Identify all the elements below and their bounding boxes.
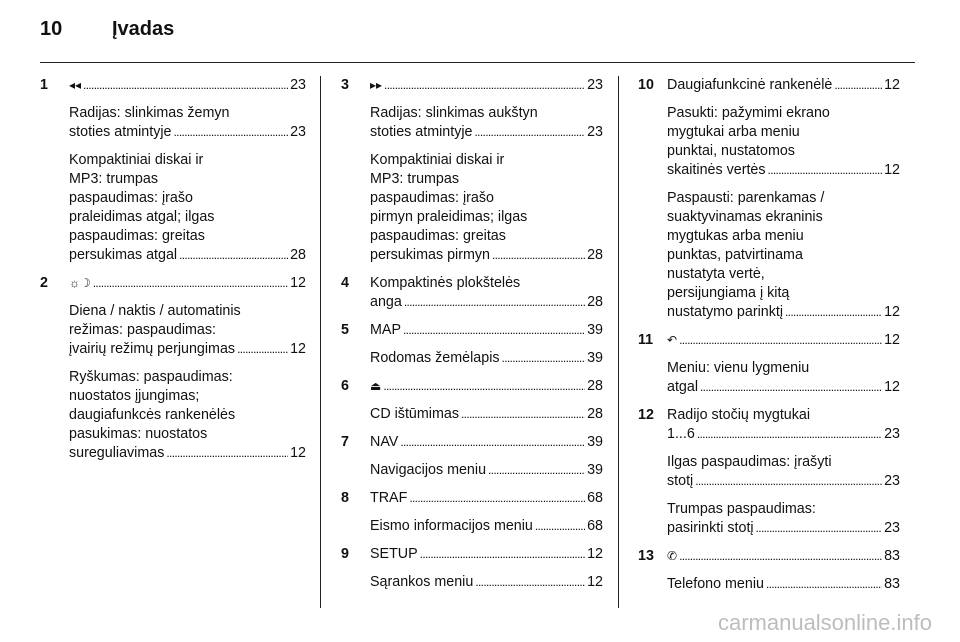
column-divider: [618, 76, 619, 608]
toc-text: skaitinės vertės: [667, 162, 766, 178]
toc-subentry: [69, 302, 306, 359]
page-ref: 39: [587, 462, 603, 478]
dot-leader: [475, 573, 585, 592]
toc-text: Navigacijos meniu: [370, 462, 487, 478]
toc-text: įvairių režimų perjungimas: [69, 341, 236, 357]
dot-leader: [384, 76, 585, 95]
dot-leader: [488, 461, 585, 480]
dot-leader: [700, 378, 882, 397]
item-number: 7: [341, 434, 349, 450]
eject-icon: ⏏: [370, 379, 382, 393]
toc-text: Kompaktiniai diskai ir: [370, 152, 505, 168]
toc-text: pasirinkti stotį: [667, 520, 754, 536]
toc-item: [638, 331, 900, 397]
page-ref: 12: [290, 445, 306, 461]
toc-text: TRAF: [370, 490, 408, 506]
toc-line: [370, 76, 603, 95]
dot-leader: [237, 340, 288, 359]
toc-text: pasukimas: nuostatos: [69, 426, 208, 442]
toc-subentry: [667, 453, 900, 491]
page-ref: 28: [290, 247, 306, 263]
toc-text: Radijas: slinkimas žemyn: [69, 105, 230, 121]
page-ref: 12: [884, 304, 900, 320]
toc-line: [370, 573, 603, 592]
page-ref: 28: [587, 378, 603, 394]
toc-line: [69, 274, 306, 293]
toc-text: MP3: trumpas: [370, 171, 459, 187]
toc-line: [667, 76, 900, 95]
toc-text: anga: [370, 294, 402, 310]
page-ref: 68: [587, 518, 603, 534]
item-number: 10: [638, 77, 654, 93]
toc-line: [667, 303, 900, 322]
watermark: carmanualsonline.info: [717, 610, 932, 635]
toc-item: [40, 274, 306, 463]
toc-subentry: [370, 151, 603, 265]
dot-leader: [475, 123, 586, 142]
toc-text: Radijas: slinkimas aukštyn: [370, 105, 538, 121]
dot-leader: [383, 377, 585, 396]
toc-subentry: [667, 189, 900, 322]
item-number: 4: [341, 275, 349, 291]
toc-text: Eismo informacijos meniu: [370, 518, 533, 534]
toc-line: [370, 433, 603, 452]
page-ref: 23: [884, 473, 900, 489]
toc-text: Meniu: vienu lygmeniu: [667, 360, 810, 376]
dot-leader: [785, 303, 882, 322]
toc-text: Kompaktiniai diskai ir: [69, 152, 204, 168]
dot-leader: [461, 405, 585, 424]
page-ref: 23: [884, 426, 900, 442]
toc-text: Rodomas žemėlapis: [370, 350, 500, 366]
toc-text: Paspausti: parenkamas /: [667, 190, 825, 206]
dot-leader: [166, 444, 288, 463]
column-2: [341, 76, 603, 601]
toc-subentry: [370, 349, 603, 368]
page-ref: 23: [587, 77, 603, 93]
column-divider: [320, 76, 321, 608]
toc-subentry: [69, 151, 306, 265]
toc-text: NAV: [370, 434, 399, 450]
dot-leader: [400, 433, 585, 452]
toc-text: nuostatos įjungimas;: [69, 388, 200, 404]
dot-leader: [179, 246, 288, 265]
page-ref: 83: [884, 576, 900, 592]
dot-leader: [756, 519, 882, 538]
toc-text: persijungiama į kitą: [667, 285, 790, 301]
toc-line: [370, 377, 603, 396]
dot-leader: [174, 123, 289, 142]
page-ref: 12: [884, 77, 900, 93]
phone-icon: ✆: [667, 549, 678, 563]
toc-subentry: [667, 104, 900, 180]
toc-text: režimas: paspaudimas:: [69, 322, 217, 338]
toc-text: praleidimas atgal; ilgas: [69, 209, 215, 225]
item-number: 6: [341, 378, 349, 394]
toc-text: paspaudimas: įrašo: [370, 190, 494, 206]
column-1: [40, 76, 306, 472]
toc-text: atgal: [667, 379, 699, 395]
toc-item: [341, 321, 603, 368]
toc-line: [667, 547, 900, 566]
toc-line: [69, 246, 306, 265]
toc-text: stoties atmintyje: [370, 124, 473, 140]
page-ref: 12: [587, 546, 603, 562]
page-ref: 23: [290, 124, 306, 140]
toc-text: Telefono meniu: [667, 576, 764, 592]
item-number: 13: [638, 548, 654, 564]
toc-line: [667, 331, 900, 350]
page-ref: 12: [884, 332, 900, 348]
page-ref: 39: [587, 350, 603, 366]
toc-subentry: [667, 500, 900, 538]
dot-leader: [695, 472, 882, 491]
dot-leader: [93, 274, 288, 293]
back-icon: ↶: [667, 333, 678, 347]
dot-leader: [768, 161, 883, 180]
toc-text: Daugiafunkcinė rankenėlė: [667, 77, 833, 93]
toc-text: MAP: [370, 322, 401, 338]
toc-line: [69, 76, 306, 95]
dot-leader: [83, 76, 288, 95]
toc-text: persukimas atgal: [69, 247, 178, 263]
dot-leader: [409, 489, 585, 508]
toc-line: [69, 123, 306, 142]
toc-subentry: [69, 104, 306, 142]
item-number: 1: [40, 77, 48, 93]
toc-text: paspaudimas: greitas: [69, 228, 205, 244]
dot-leader: [403, 321, 585, 340]
dot-leader: [492, 246, 585, 265]
column-3: [638, 76, 900, 603]
toc-subentry: [370, 573, 603, 592]
seek-back-icon: ◂◂: [69, 78, 82, 92]
item-number: 5: [341, 322, 349, 338]
page-ref: 23: [884, 520, 900, 536]
page-ref: 12: [884, 379, 900, 395]
toc-text: punktai, nustatomos: [667, 143, 795, 159]
toc-line: [370, 321, 603, 340]
toc-line: [370, 461, 603, 480]
toc-text: suaktyvinamas ekraninis: [667, 209, 823, 225]
toc-text: nustatyta vertė,: [667, 266, 765, 282]
page-ref: 28: [587, 294, 603, 310]
toc-text: mygtukas arba meniu: [667, 228, 804, 244]
page-ref: 23: [290, 77, 306, 93]
header-rule: [40, 62, 915, 63]
dot-leader: [766, 575, 882, 594]
page-ref: 39: [587, 434, 603, 450]
toc-line: [667, 519, 900, 538]
toc-line: [370, 489, 603, 508]
toc-text: pirmyn praleidimas; ilgas: [370, 209, 528, 225]
toc-text: MP3: trumpas: [69, 171, 158, 187]
page-number: 10: [40, 18, 63, 40]
page-title: Įvadas: [112, 18, 175, 40]
seek-forward-icon: ▸▸: [370, 78, 383, 92]
toc-text: Sąrankos meniu: [370, 574, 474, 590]
toc-text: Kompaktinės plokštelės: [370, 275, 521, 291]
toc-text: paspaudimas: įrašo: [69, 190, 193, 206]
item-number: 9: [341, 546, 349, 562]
toc-item: [638, 406, 900, 538]
toc-text: mygtukai arba meniu: [667, 124, 800, 140]
toc-text: daugiafunkcės rankenėlės: [69, 407, 236, 423]
page-ref: 28: [587, 406, 603, 422]
toc-line: [370, 545, 603, 564]
toc-text: Diena / naktis / automatinis: [69, 303, 241, 319]
dot-leader: [502, 349, 586, 368]
toc-subentry: [69, 368, 306, 463]
toc-item: [638, 76, 900, 322]
day-night-icon: ☼☽: [69, 276, 91, 290]
toc-line: [69, 444, 306, 463]
page-ref: 12: [587, 574, 603, 590]
toc-item: [341, 377, 603, 424]
page-ref: 12: [290, 341, 306, 357]
toc-line: [370, 123, 603, 142]
toc-item: [40, 76, 306, 265]
toc-line: [667, 378, 900, 397]
dot-leader: [697, 425, 882, 444]
toc-text: sureguliavimas: [69, 445, 165, 461]
page-ref: 12: [884, 162, 900, 178]
toc-line: [69, 340, 306, 359]
toc-subentry: [667, 359, 900, 397]
page-ref: 83: [884, 548, 900, 564]
toc-text: Ryškumas: paspaudimas:: [69, 369, 233, 385]
item-number: 2: [40, 275, 48, 291]
toc-text: paspaudimas: greitas: [370, 228, 506, 244]
toc-line: [667, 575, 900, 594]
toc-line: [370, 293, 603, 312]
toc-item: [341, 76, 603, 265]
page-ref: 28: [587, 247, 603, 263]
toc-subentry: [370, 104, 603, 142]
page-ref: 39: [587, 322, 603, 338]
toc-line: [667, 472, 900, 491]
toc-item: [341, 489, 603, 536]
page-ref: 23: [587, 124, 603, 140]
dot-leader: [679, 547, 882, 566]
toc-subentry: [370, 517, 603, 536]
item-number: 8: [341, 490, 349, 506]
dot-leader: [679, 331, 882, 350]
toc-text: stotį: [667, 473, 694, 489]
toc-item: [341, 274, 603, 312]
dot-leader: [834, 76, 882, 95]
item-number: 12: [638, 407, 654, 423]
toc-text: 1...6: [667, 426, 695, 442]
toc-text: Trumpas paspaudimas:: [667, 501, 816, 517]
toc-text: nustatymo parinktį: [667, 304, 784, 320]
dot-leader: [404, 293, 585, 312]
toc-line: [370, 349, 603, 368]
toc-text: CD ištūmimas: [370, 406, 459, 422]
toc-line: [370, 517, 603, 536]
toc-item: [638, 547, 900, 594]
toc-text: Ilgas paspaudimas: įrašyti: [667, 454, 832, 470]
toc-item: [341, 545, 603, 592]
toc-text: SETUP: [370, 546, 418, 562]
page-ref: 68: [587, 490, 603, 506]
dot-leader: [420, 545, 585, 564]
toc-subentry: [370, 405, 603, 424]
toc-text: punktas, patvirtinama: [667, 247, 803, 263]
toc-line: [667, 161, 900, 180]
toc-text: Radijo stočių mygtukai: [667, 407, 811, 423]
toc-line: [370, 246, 603, 265]
toc-line: [370, 405, 603, 424]
toc-item: [341, 433, 603, 480]
dot-leader: [535, 517, 585, 536]
item-number: 3: [341, 77, 349, 93]
page-header: [40, 18, 174, 41]
toc-text: persukimas pirmyn: [370, 247, 490, 263]
item-number: 11: [638, 332, 654, 348]
toc-subentry: [370, 461, 603, 480]
page-ref: 12: [290, 275, 306, 291]
toc-text: Pasukti: pažymimi ekrano: [667, 105, 830, 121]
toc-subentry: [667, 575, 900, 594]
toc-line: [667, 425, 900, 444]
toc-text: stoties atmintyje: [69, 124, 172, 140]
